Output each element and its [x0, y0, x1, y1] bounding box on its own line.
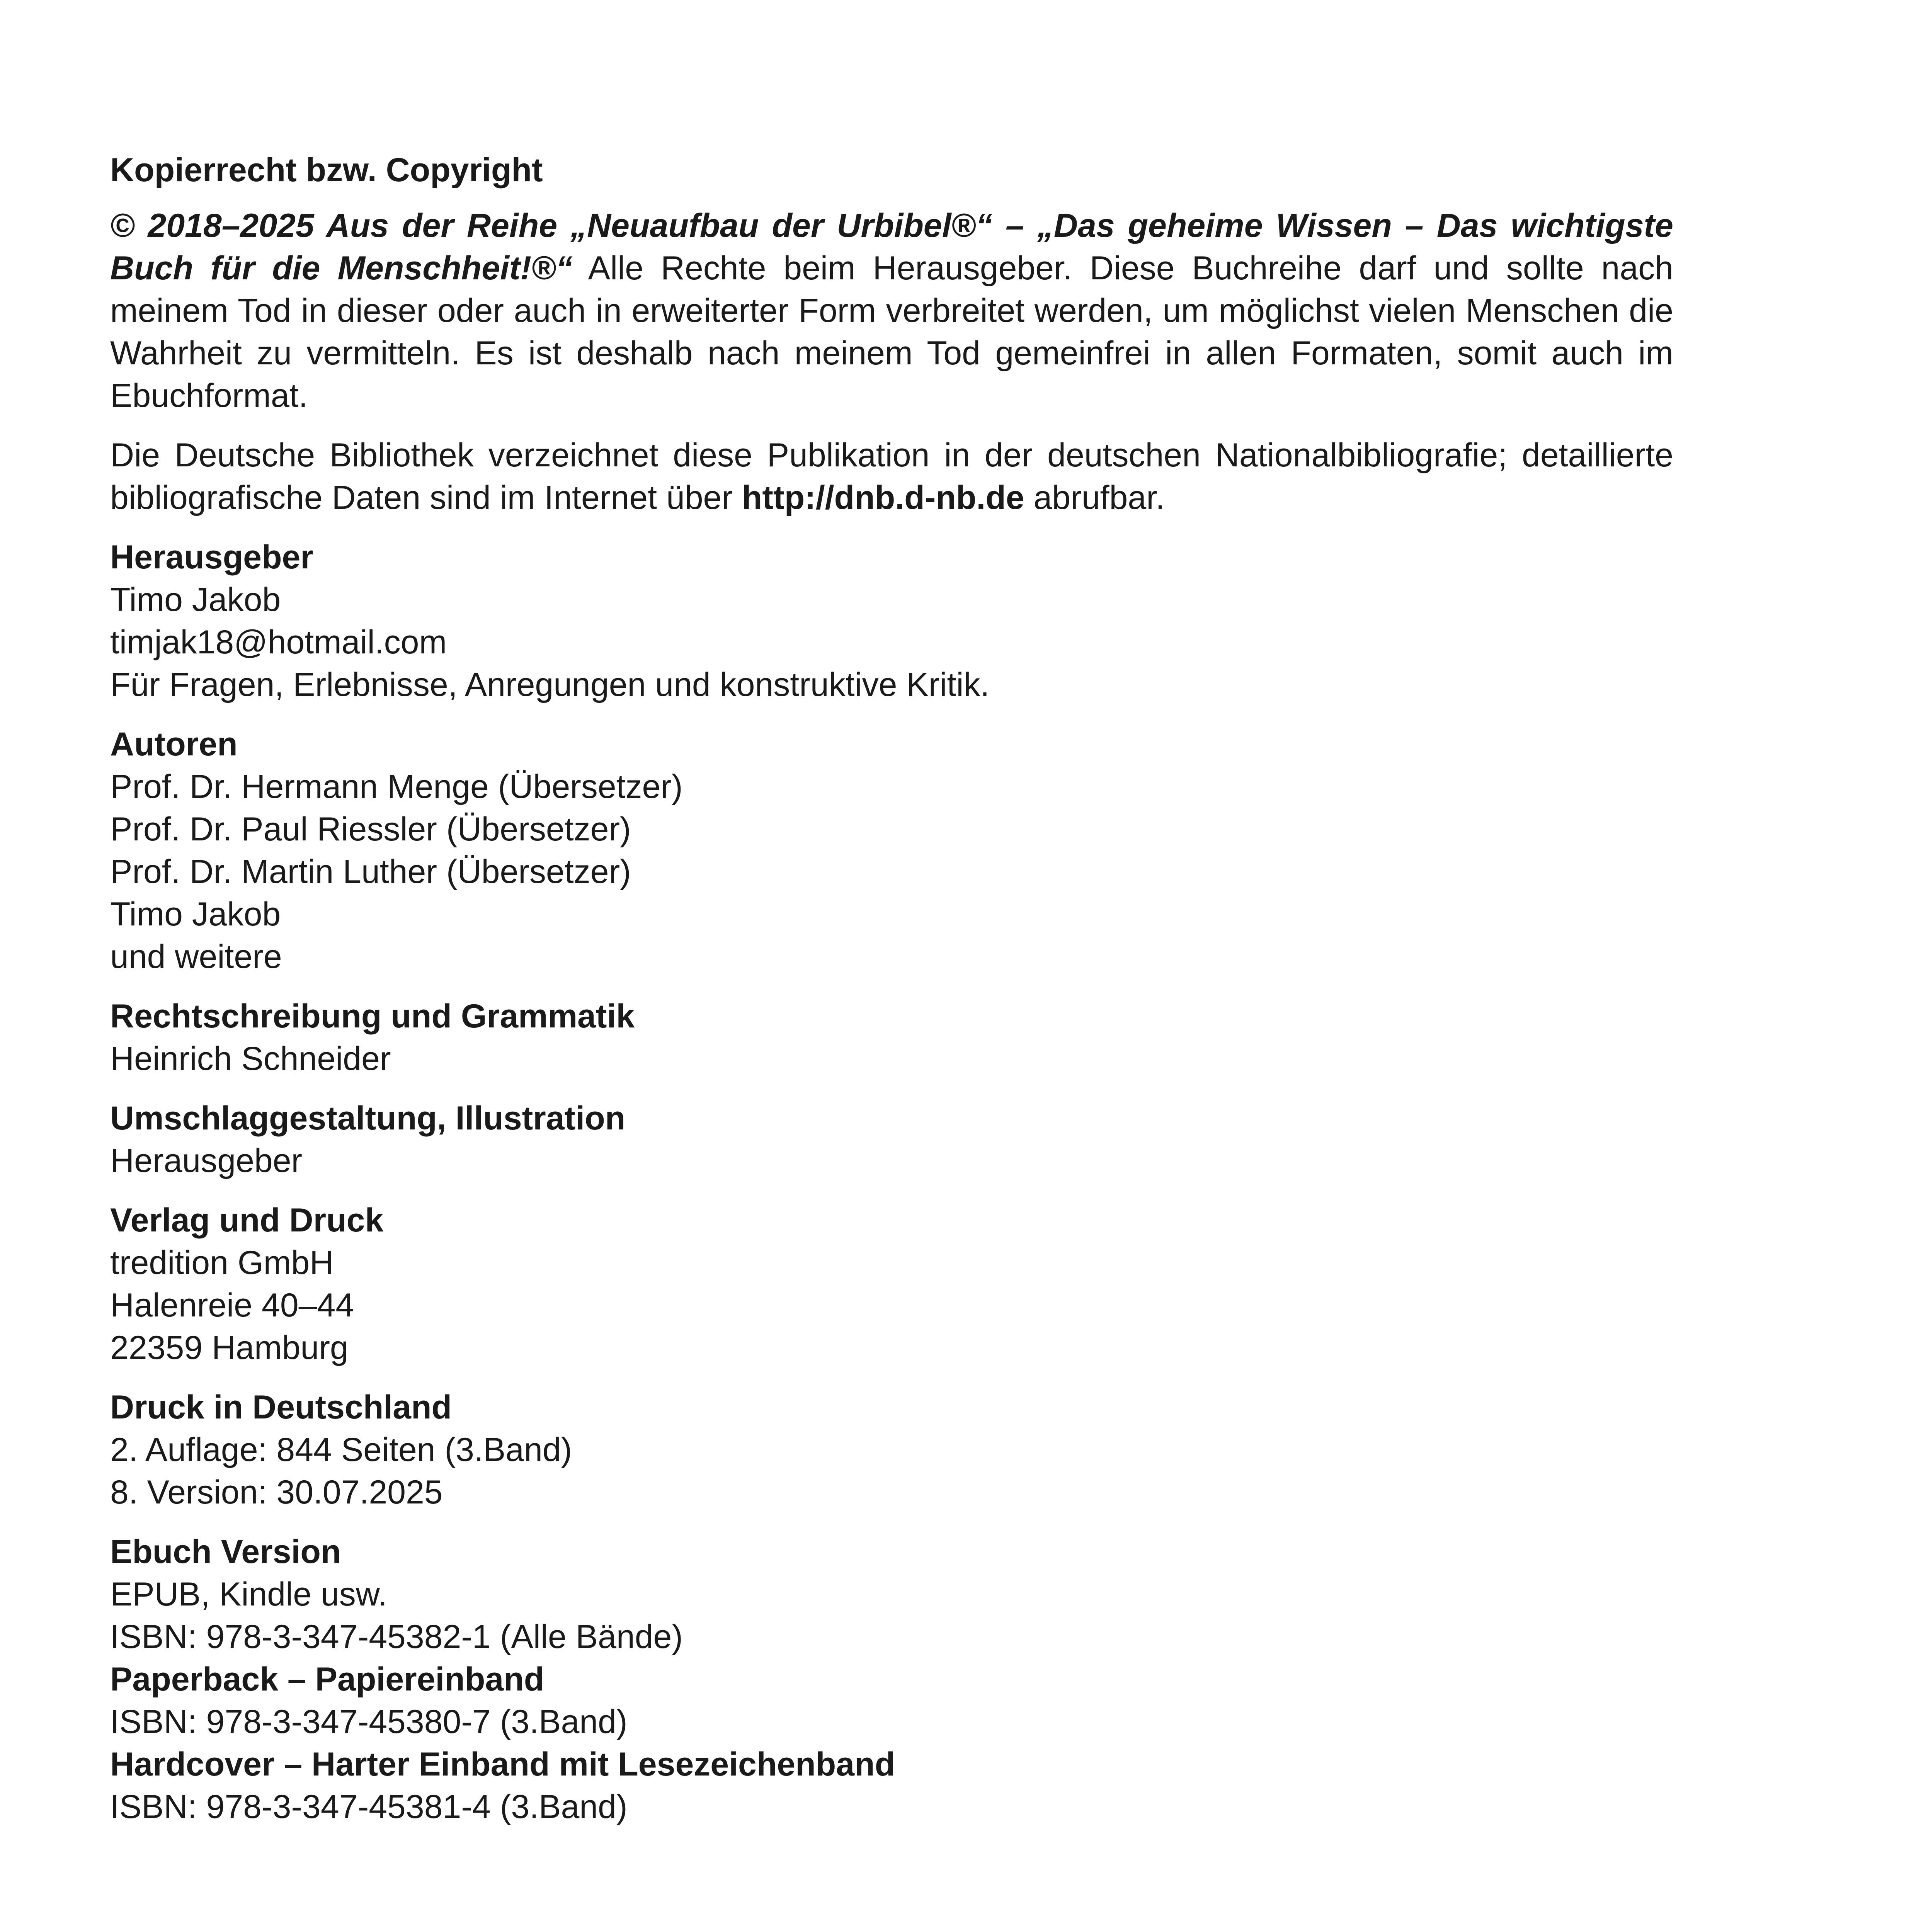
- verlag-section: [110, 1199, 1673, 1369]
- rechtschreibung-heading: Rechtschreibung und Grammatik: [110, 998, 635, 1035]
- herausgeber-email[interactable]: timjak18@hotmail.com: [110, 624, 447, 661]
- autoren-heading: Autoren: [110, 726, 238, 763]
- umschlag-heading: Umschlaggestaltung, Illustration: [110, 1100, 626, 1137]
- druck-version: 8. Version: 30.07.2025: [110, 1474, 443, 1511]
- autoren-section: [110, 723, 1673, 978]
- rechtschreibung-section: [110, 995, 1673, 1080]
- hardcover-isbn: ISBN: 978-3-347-45381-4 (3.Band): [110, 1788, 628, 1825]
- ebuch-heading: Ebuch Version: [110, 1533, 341, 1570]
- autor-item: und weitere: [110, 938, 282, 975]
- druck-section: [110, 1386, 1673, 1514]
- herausgeber-name: Timo Jakob: [110, 581, 281, 618]
- druck-heading: Druck in Deutschland: [110, 1389, 452, 1426]
- druck-auflage: 2. Auflage: 844 Seiten (3.Band): [110, 1431, 572, 1468]
- page-title: Kopierrecht bzw. Copyright: [110, 151, 543, 189]
- verlag-name: tredition GmbH: [110, 1244, 334, 1281]
- verlag-heading: Verlag und Druck: [110, 1202, 384, 1239]
- paperback-heading: Paperback – Papiereinband: [110, 1661, 545, 1698]
- hardcover-heading: Hardcover – Harter Einband mit Lesezeichenband: [110, 1746, 895, 1783]
- copyright-series: © 2018–2025 Aus der Reihe „Neuaufbau der Urbibel®“ – „Das geheime Wissen – Das wichtigste Buch für die Menschheit!®“: [110, 207, 1673, 287]
- verlag-street: Halenreie 40–44: [110, 1287, 354, 1324]
- paperback-isbn: ISBN: 978-3-347-45380-7 (3.Band): [110, 1703, 628, 1740]
- autor-item: Prof. Dr. Hermann Menge (Übersetzer): [110, 768, 683, 805]
- dnb-link[interactable]: http://dnb.d-nb.de: [742, 479, 1024, 516]
- herausgeber-note: Für Fragen, Erlebnisse, Anregungen und konstruktive Kritik.: [110, 666, 990, 703]
- copyright-text: Alle Rechte beim Herausgeber. Diese Buchreihe darf und sollte nach meinem Tod in dieser oder auch in erweiterter Form verbreitet werden, um möglichst vielen Menschen die Wahrheit zu vermitteln. Es ist deshalb nach meinem Tod gemeinfrei in allen Formaten, somit auch im Ebuchformat.: [110, 250, 1673, 414]
- autor-item: Timo Jakob: [110, 896, 281, 933]
- ebuch-isbn: ISBN: 978-3-347-45382-1 (Alle Bände): [110, 1618, 683, 1655]
- bibliothek-tail: abrufbar.: [1024, 479, 1165, 516]
- copyright-paragraph: [110, 204, 1673, 417]
- herausgeber-section: [110, 536, 1673, 706]
- autor-item: Prof. Dr. Martin Luther (Übersetzer): [110, 853, 631, 890]
- bibliothek-paragraph: [110, 434, 1673, 519]
- impressum: [110, 149, 1673, 1845]
- bibliothek-text: Die Deutsche Bibliothek verzeichnet diese Publikation in der deutschen Nationalbibliografie; detaillierte bibliografische Daten sind im Internet über: [110, 437, 1673, 516]
- autor-item: Prof. Dr. Paul Riessler (Übersetzer): [110, 811, 631, 848]
- isbn-section: [110, 1531, 1673, 1828]
- rechtschreibung-name: Heinrich Schneider: [110, 1040, 391, 1077]
- herausgeber-heading: Herausgeber: [110, 539, 313, 576]
- verlag-city: 22359 Hamburg: [110, 1329, 349, 1366]
- umschlag-name: Herausgeber: [110, 1142, 303, 1179]
- umschlag-section: [110, 1097, 1673, 1182]
- ebuch-formats: EPUB, Kindle usw.: [110, 1576, 388, 1613]
